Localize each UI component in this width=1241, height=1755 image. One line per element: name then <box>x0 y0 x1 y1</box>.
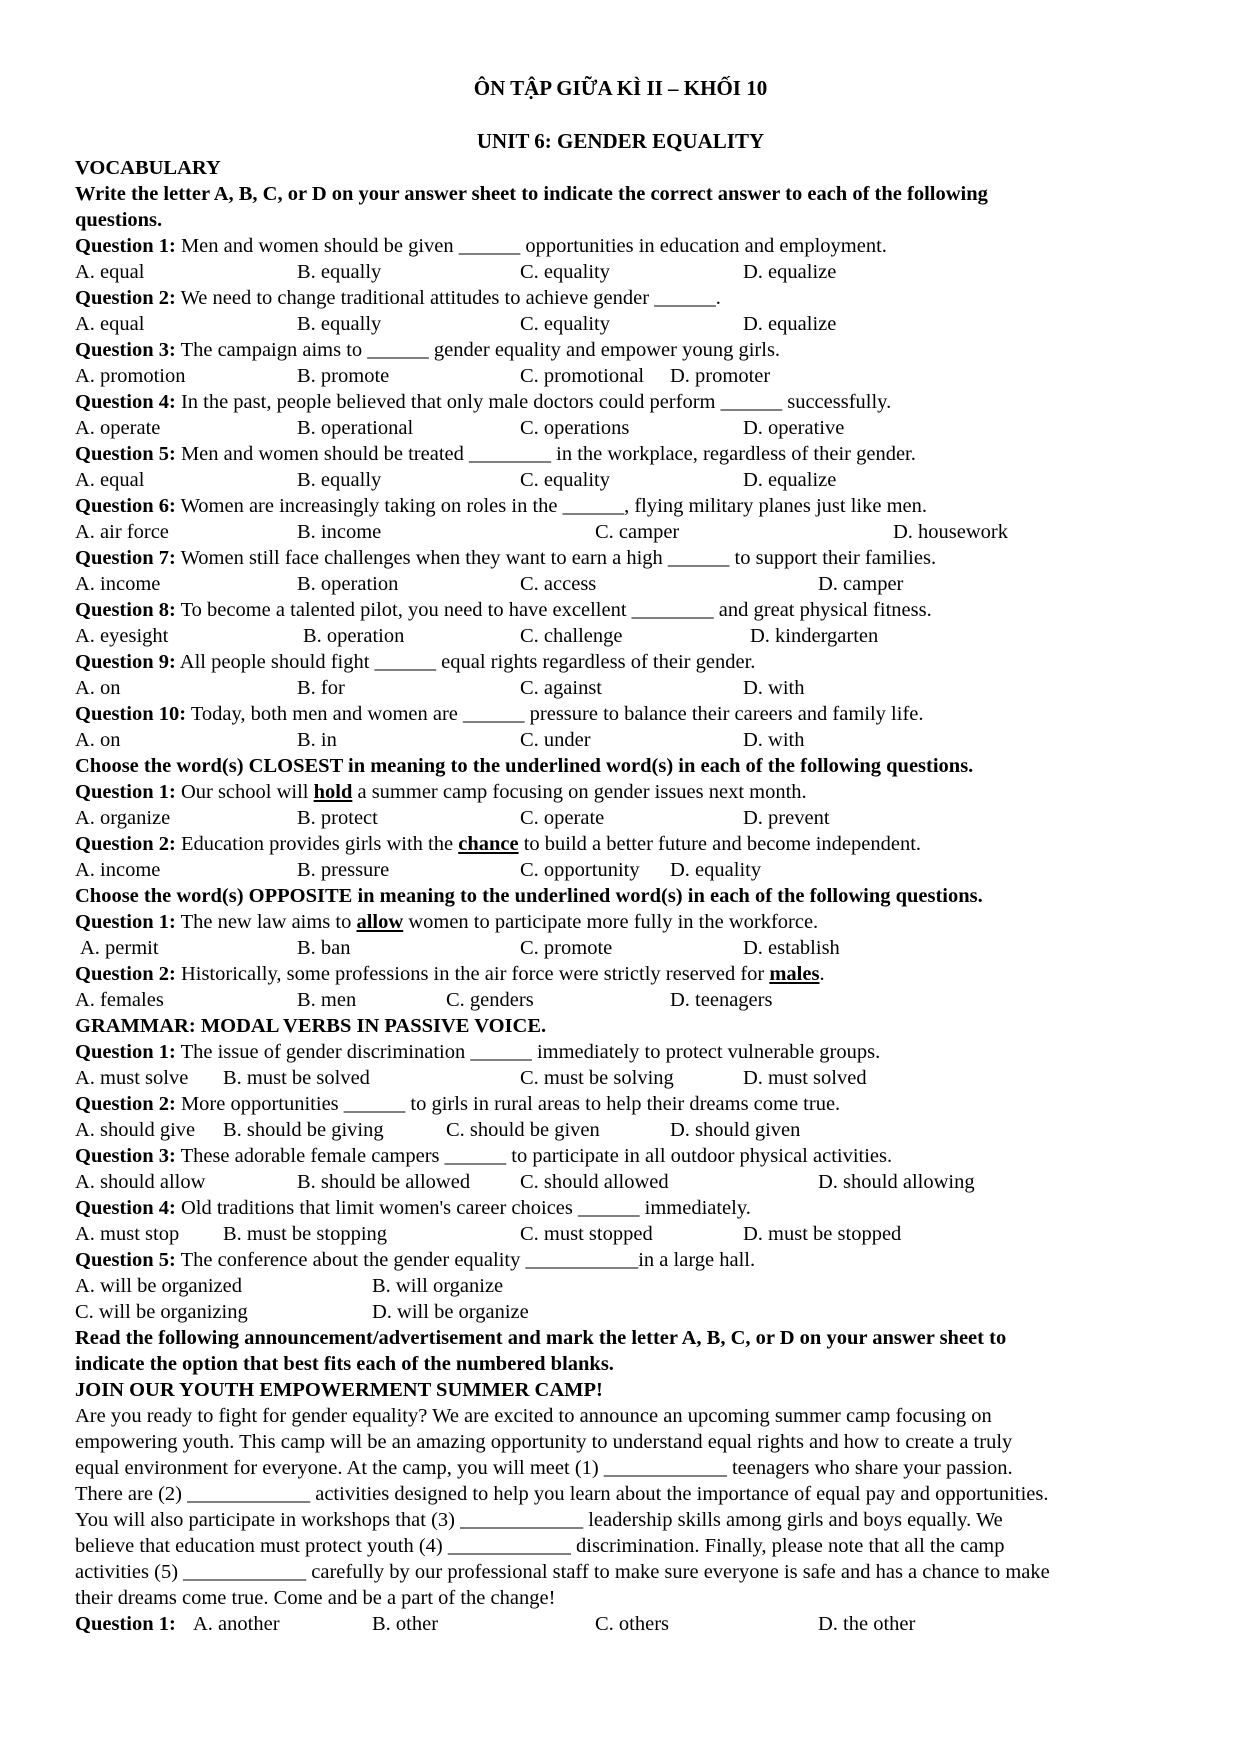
option-b: B. other <box>372 1613 439 1635</box>
option-d: D. must solved <box>743 1067 867 1089</box>
option-b: B. must be stopping <box>223 1223 388 1245</box>
vocab-options-4 <box>75 415 1185 441</box>
vocab-question-9 <box>75 649 1185 675</box>
option-d: D. must be stopped <box>743 1223 902 1245</box>
option-d: D. prevent <box>743 807 830 829</box>
question-text: In the past, people believed that only male doctors could perform ______ successfully. <box>175 391 892 413</box>
grammar-options-5b <box>75 1299 1185 1325</box>
question-text-post: . <box>819 963 825 985</box>
question-text: The conference about the gender equality ___________in a large hall. <box>175 1249 756 1271</box>
underlined-word: chance <box>458 833 519 855</box>
grammar-question-4 <box>75 1195 1185 1221</box>
option-b: B. protect <box>297 807 378 829</box>
question-label: Question 1: <box>75 781 176 803</box>
grammar-options-1 <box>75 1065 1185 1091</box>
unit-title: UNIT 6: GENDER EQUALITY <box>476 129 765 153</box>
option-c: C. genders <box>446 989 534 1011</box>
question-label: Question 1: <box>75 911 176 933</box>
option-b: B. operation <box>303 625 405 647</box>
vocab-options-1 <box>75 259 1185 285</box>
question-label: Question 4: <box>75 1197 176 1219</box>
closest-instruction: Choose the word(s) CLOSEST in meaning to the underlined word(s) in each of the following questions. <box>75 755 974 777</box>
question-label: Question 8: <box>75 599 176 621</box>
option-c: C. must stopped <box>520 1223 653 1245</box>
question-text: More opportunities ______ to girls in rural areas to help their dreams come true. <box>175 1093 841 1115</box>
question-label: Question 1: <box>75 1041 176 1063</box>
question-text: Men and women should be given ______ opportunities in education and employment. <box>175 235 887 257</box>
option-c: C. under <box>520 729 591 751</box>
vocabulary-instruction-line2: questions. <box>75 209 163 231</box>
vocabulary-heading: VOCABULARY <box>75 157 221 179</box>
option-a: A. income <box>75 573 161 595</box>
option-a: A. another <box>193 1613 280 1635</box>
question-text: To become a talented pilot, you need to have excellent ________ and great physical fitness. <box>175 599 932 621</box>
question-label: Question 6: <box>75 495 176 517</box>
vocab-options-7 <box>75 571 1185 597</box>
option-d: D. equalize <box>743 469 837 491</box>
option-d: D. operative <box>743 417 845 439</box>
grammar-options-4 <box>75 1221 1185 1247</box>
reading-question-1 <box>75 1611 1185 1637</box>
question-label: Question 1: <box>75 235 176 257</box>
option-a: A. equal <box>75 469 145 491</box>
closest-question-2 <box>75 831 1185 857</box>
vocab-question-4 <box>75 389 1185 415</box>
reading-line-6: believe that education must protect youth (4) ____________ discrimination. Finally, please note that all the camp <box>75 1535 1005 1557</box>
option-c: C. opportunity <box>520 859 640 881</box>
question-text: The issue of gender discrimination ______ immediately to protect vulnerable groups. <box>175 1041 881 1063</box>
question-text-post: women to participate more fully in the workforce. <box>403 911 819 933</box>
option-c: C. equality <box>520 261 610 283</box>
option-c: C. against <box>520 677 602 699</box>
question-label: Question 1: <box>75 1613 176 1635</box>
option-a: A. should allow <box>75 1171 206 1193</box>
question-text: These adorable female campers ______ to participate in all outdoor physical activities. <box>175 1145 893 1167</box>
option-b: B. equally <box>297 261 382 283</box>
opposite-options-1 <box>75 935 1185 961</box>
question-text-pre: Our school will <box>175 781 314 803</box>
vocab-question-2 <box>75 285 1185 311</box>
option-d: D. housework <box>893 521 1009 543</box>
closest-options-1 <box>75 805 1185 831</box>
option-b: B. for <box>297 677 345 699</box>
question-label: Question 5: <box>75 443 176 465</box>
option-d: D. with <box>743 677 805 699</box>
option-b: B. promote <box>297 365 390 387</box>
option-a: A. organize <box>75 807 171 829</box>
option-a: A. permit <box>80 937 159 959</box>
option-d: D. the other <box>818 1613 916 1635</box>
question-text-pre: The new law aims to <box>175 911 357 933</box>
option-b: B. equally <box>297 313 382 335</box>
option-b: B. must be solved <box>223 1067 370 1089</box>
option-d: D. promoter <box>670 365 771 387</box>
vocab-options-10 <box>75 727 1185 753</box>
option-a: A. females <box>75 989 164 1011</box>
option-a: A. should give <box>75 1119 196 1141</box>
option-c: C. equality <box>520 313 610 335</box>
vocab-question-7 <box>75 545 1185 571</box>
option-a: A. equal <box>75 313 145 335</box>
opposite-question-2 <box>75 961 1185 987</box>
opposite-question-1 <box>75 909 1185 935</box>
option-d: D. will be organize <box>372 1301 529 1323</box>
option-c: C. will be organizing <box>75 1301 248 1323</box>
option-a: A. must solve <box>75 1067 189 1089</box>
question-text-post: to build a better future and become independent. <box>518 833 922 855</box>
option-d: D. equalize <box>743 261 837 283</box>
option-a: A. income <box>75 859 161 881</box>
vocab-options-3 <box>75 363 1185 389</box>
vocab-options-5 <box>75 467 1185 493</box>
grammar-question-1 <box>75 1039 1185 1065</box>
grammar-options-3 <box>75 1169 1185 1195</box>
underlined-word: allow <box>356 911 404 933</box>
option-b: B. should be giving <box>223 1119 384 1141</box>
grammar-question-5 <box>75 1247 1185 1273</box>
reading-line-4: There are (2) ____________ activities designed to help you learn about the importance of equal pay and opportunities. <box>75 1483 1049 1505</box>
question-label: Question 2: <box>75 287 176 309</box>
vocab-question-5 <box>75 441 1185 467</box>
reading-title: JOIN OUR YOUTH EMPOWERMENT SUMMER CAMP! <box>75 1379 603 1401</box>
grammar-options-5a <box>75 1273 1185 1299</box>
option-c: C. challenge <box>520 625 623 647</box>
underlined-word: hold <box>313 781 353 803</box>
option-a: A. promotion <box>75 365 186 387</box>
grammar-question-2 <box>75 1091 1185 1117</box>
question-label: Question 3: <box>75 1145 176 1167</box>
option-d: D. with <box>743 729 805 751</box>
reading-line-8: their dreams come true. Come and be a part of the change! <box>75 1587 556 1609</box>
option-c: C. promotional <box>520 365 645 387</box>
vocabulary-instruction-line1: Write the letter A, B, C, or D on your answer sheet to indicate the correct answer to each of the following <box>75 183 988 205</box>
option-d: D. camper <box>818 573 904 595</box>
option-d: D. should given <box>670 1119 801 1141</box>
option-b: B. equally <box>297 469 382 491</box>
option-b: B. men <box>297 989 357 1011</box>
question-text: Men and women should be treated ________ in the workplace, regardless of their gender. <box>175 443 916 465</box>
option-b: B. will organize <box>372 1275 504 1297</box>
grammar-options-2 <box>75 1117 1185 1143</box>
vocab-options-9 <box>75 675 1185 701</box>
question-label: Question 9: <box>75 651 176 673</box>
option-a: A. air force <box>75 521 169 543</box>
reading-instruction-line1: Read the following announcement/advertisement and mark the letter A, B, C, or D on your answer sheet to <box>75 1327 1007 1349</box>
reading-instruction-line2: indicate the option that best fits each of the numbered blanks. <box>75 1353 614 1375</box>
reading-line-7: activities (5) ____________ carefully by our professional staff to make sure everyone is safe and has a chance to make <box>75 1561 1050 1583</box>
reading-line-2: empowering youth. This camp will be an amazing opportunity to understand equal rights and how to create a truly <box>75 1431 1013 1453</box>
closest-options-2 <box>75 857 1185 883</box>
question-text: Today, both men and women are ______ pressure to balance their careers and family life. <box>186 703 924 725</box>
question-text-post: a summer camp focusing on gender issues next month. <box>352 781 807 803</box>
vocab-question-6 <box>75 493 1185 519</box>
option-c: C. access <box>520 573 597 595</box>
option-c: C. promote <box>520 937 613 959</box>
reading-line-1: Are you ready to fight for gender equality? We are excited to announce an upcoming summer camp focusing on <box>75 1405 992 1427</box>
opposite-instruction: Choose the word(s) OPPOSITE in meaning to the underlined word(s) in each of the following questions. <box>75 885 983 907</box>
option-c: C. should be given <box>446 1119 600 1141</box>
vocab-options-8 <box>75 623 1185 649</box>
option-d: D. equality <box>670 859 762 881</box>
page-title: ÔN TẬP GIỮA KÌ II – KHỐI 10 <box>473 76 768 100</box>
option-c: C. camper <box>595 521 680 543</box>
question-text: Women still face challenges when they want to earn a high ______ to support their families. <box>175 547 937 569</box>
option-c: C. operations <box>520 417 630 439</box>
option-b: B. should be allowed <box>297 1171 471 1193</box>
underlined-word: males <box>769 963 820 985</box>
option-a: A. will be organized <box>75 1275 242 1297</box>
question-text: Old traditions that limit women's career choices ______ immediately. <box>175 1197 751 1219</box>
option-a: A. equal <box>75 261 145 283</box>
question-text: All people should fight ______ equal rights regardless of their gender. <box>175 651 756 673</box>
vocab-options-6 <box>75 519 1185 545</box>
vocab-options-2 <box>75 311 1185 337</box>
option-a: A. on <box>75 677 121 699</box>
option-a: A. on <box>75 729 121 751</box>
option-b: B. pressure <box>297 859 390 881</box>
option-c: C. should allowed <box>520 1171 669 1193</box>
option-d: D. kindergarten <box>750 625 879 647</box>
question-label: Question 4: <box>75 391 176 413</box>
option-c: C. operate <box>520 807 605 829</box>
option-c: C. must be solving <box>520 1067 674 1089</box>
question-text: We need to change traditional attitudes to achieve gender ______. <box>175 287 721 309</box>
question-text: The campaign aims to ______ gender equality and empower young girls. <box>175 339 781 361</box>
grammar-heading: GRAMMAR: MODAL VERBS IN PASSIVE VOICE. <box>75 1015 547 1037</box>
option-d: D. teenagers <box>670 989 773 1011</box>
question-label: Question 2: <box>75 1093 176 1115</box>
option-d: D. should allowing <box>818 1171 975 1193</box>
option-b: B. in <box>297 729 337 751</box>
vocab-question-8 <box>75 597 1185 623</box>
question-label: Question 7: <box>75 547 176 569</box>
question-label: Question 2: <box>75 833 176 855</box>
question-label: Question 10: <box>75 703 187 725</box>
option-b: B. operation <box>297 573 399 595</box>
reading-line-3: equal environment for everyone. At the camp, you will meet (1) ____________ teenagers who share your passion. <box>75 1457 1013 1479</box>
reading-line-5: You will also participate in workshops that (3) ____________ leadership skills among girls and boys equally. We <box>75 1509 1003 1531</box>
option-b: B. income <box>297 521 382 543</box>
option-d: D. establish <box>743 937 840 959</box>
opposite-options-2 <box>75 987 1185 1013</box>
question-text: Women are increasingly taking on roles in the ______, flying military planes just like men. <box>175 495 928 517</box>
question-label: Question 5: <box>75 1249 176 1271</box>
vocab-question-10 <box>75 701 1185 727</box>
question-text-pre: Education provides girls with the <box>175 833 459 855</box>
closest-question-1 <box>75 779 1185 805</box>
grammar-question-3 <box>75 1143 1185 1169</box>
option-c: C. equality <box>520 469 610 491</box>
option-c: C. others <box>595 1613 670 1635</box>
option-d: D. equalize <box>743 313 837 335</box>
option-a: A. operate <box>75 417 161 439</box>
option-b: B. operational <box>297 417 414 439</box>
option-b: B. ban <box>297 937 351 959</box>
question-label: Question 2: <box>75 963 176 985</box>
vocab-question-3 <box>75 337 1185 363</box>
question-label: Question 3: <box>75 339 176 361</box>
option-a: A. must stop <box>75 1223 180 1245</box>
option-a: A. eyesight <box>75 625 169 647</box>
vocab-question-1 <box>75 233 1185 259</box>
question-text-pre: Historically, some professions in the air force were strictly reserved for <box>175 963 770 985</box>
